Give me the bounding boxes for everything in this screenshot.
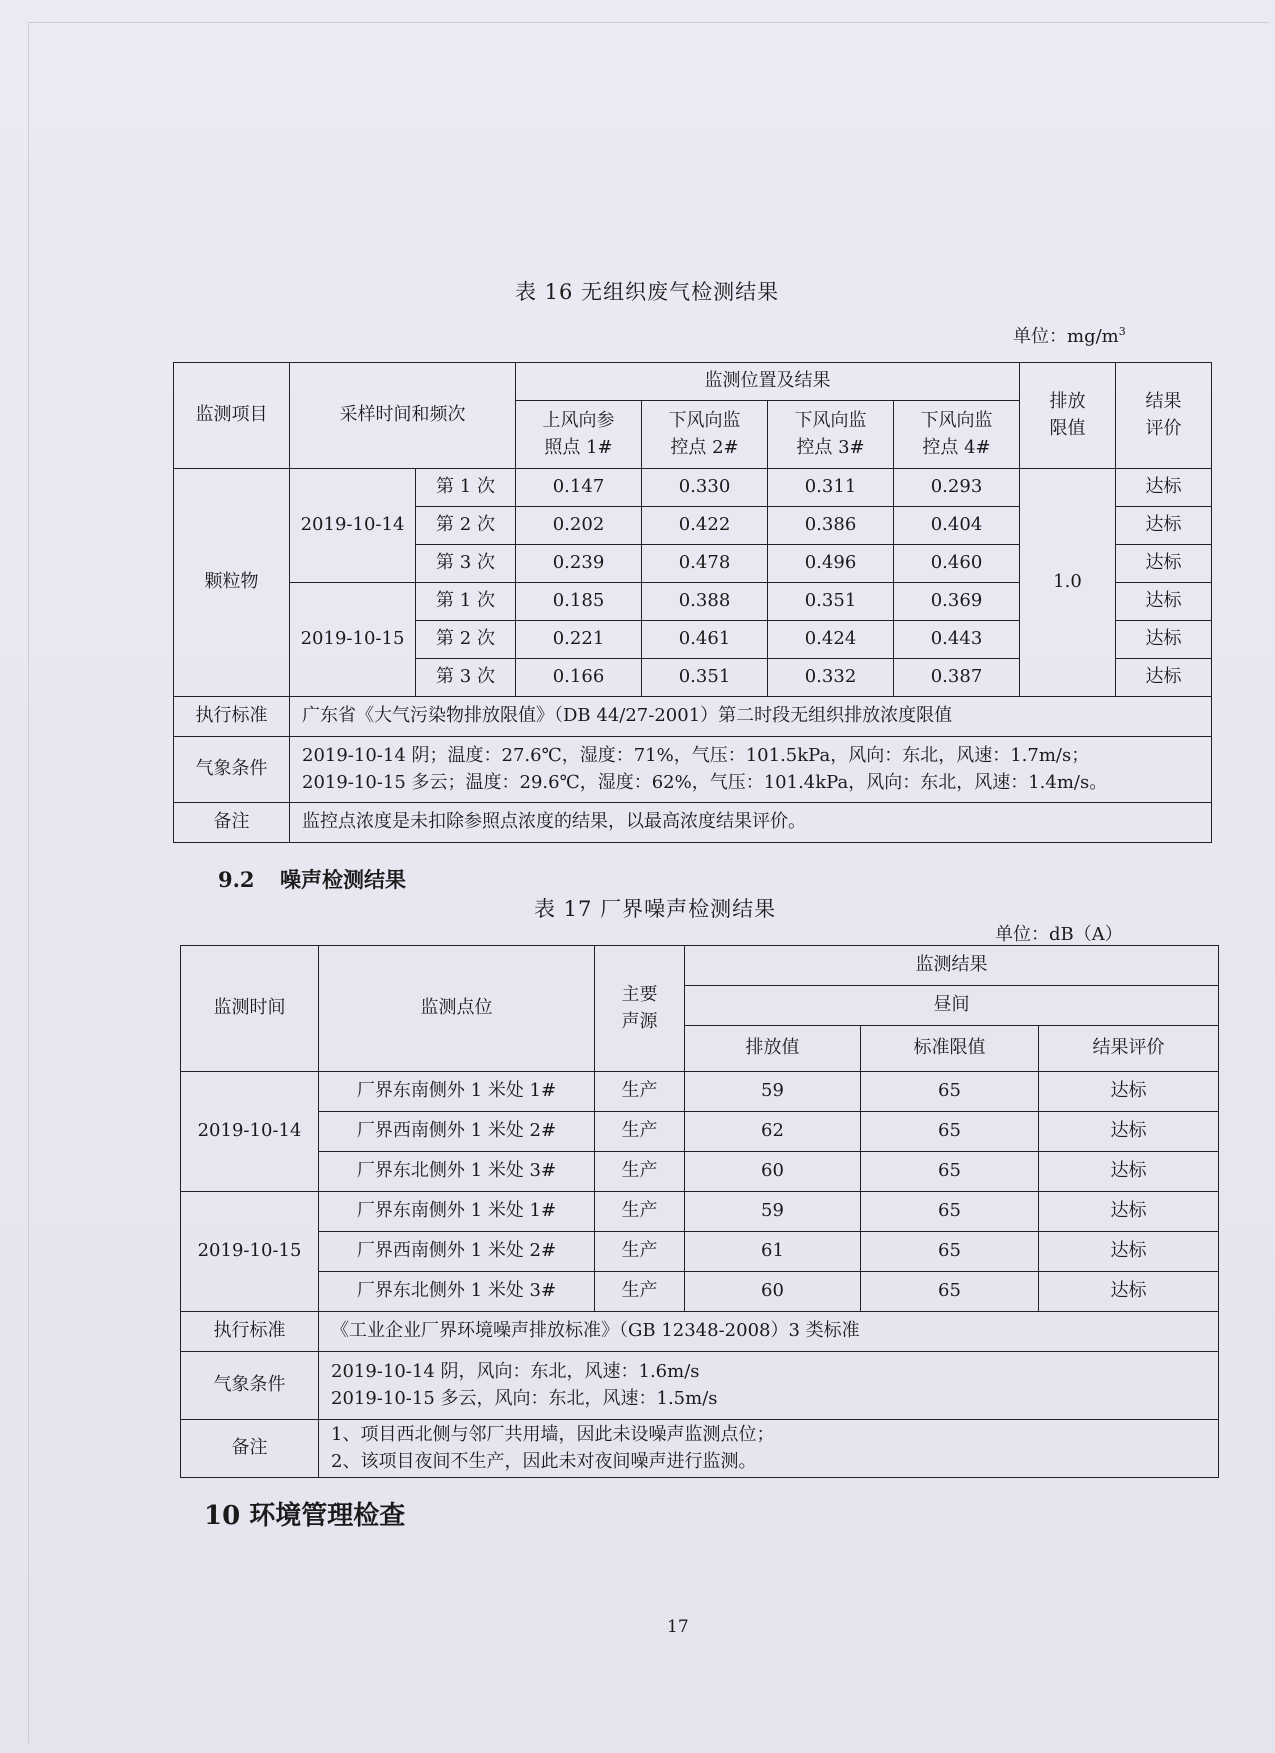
freq-cell: 第 1 次 <box>416 469 516 507</box>
eval-cell: 达标 <box>1039 1112 1219 1152</box>
section-title: 噪声检测结果 <box>280 867 406 892</box>
limit-cell: 65 <box>861 1232 1039 1272</box>
th-point4: 下风向监控点 4# <box>894 401 1020 469</box>
limit-cell: 65 <box>861 1112 1039 1152</box>
source-cell: 生产 <box>595 1232 685 1272</box>
value-cell: 60 <box>685 1152 861 1192</box>
th-limit: 标准限值 <box>861 1026 1039 1072</box>
point-cell: 厂界东北侧外 1 米处 3# <box>319 1152 595 1192</box>
table17 <box>180 945 1219 1478</box>
page-number: 17 <box>667 1617 689 1637</box>
value-cell: 0.388 <box>642 583 768 621</box>
weather-line: 2019-10-15 多云，风向：东北，风速：1.5m/s <box>331 1387 718 1409</box>
point-cell: 厂界东南侧外 1 米处 1# <box>319 1192 595 1232</box>
value-cell: 0.293 <box>894 469 1020 507</box>
value-cell: 59 <box>685 1192 861 1232</box>
eval-cell: 达标 <box>1116 583 1212 621</box>
section-heading-9-2 <box>218 864 406 894</box>
eval-cell: 达标 <box>1116 659 1212 697</box>
value-cell: 0.461 <box>642 621 768 659</box>
value-cell: 0.330 <box>642 469 768 507</box>
weather-text <box>319 1352 1219 1420</box>
value-cell: 62 <box>685 1112 861 1152</box>
freq-cell: 第 3 次 <box>416 659 516 697</box>
remark-text: 监控点浓度是未扣除参照点浓度的结果，以最高浓度结果评价。 <box>290 803 1212 843</box>
th-item: 监测项目 <box>174 363 290 469</box>
value-cell: 0.351 <box>768 583 894 621</box>
th-time: 监测时间 <box>181 946 319 1072</box>
remark-line: 2、该项目夜间不生产，因此未对夜间噪声进行监测。 <box>331 1450 757 1472</box>
value-cell: 0.351 <box>642 659 768 697</box>
weather-label: 气象条件 <box>181 1352 319 1420</box>
weather-label: 气象条件 <box>174 737 290 803</box>
table-row <box>181 1072 1219 1112</box>
limit-cell: 65 <box>861 1072 1039 1112</box>
eval-cell: 达标 <box>1116 621 1212 659</box>
value-cell: 0.221 <box>516 621 642 659</box>
table-row <box>181 1272 1219 1312</box>
eval-cell: 达标 <box>1039 1232 1219 1272</box>
value-cell: 0.443 <box>894 621 1020 659</box>
th-point2: 下风向监控点 2# <box>642 401 768 469</box>
point-cell: 厂界西南侧外 1 米处 2# <box>319 1112 595 1152</box>
eval-cell: 达标 <box>1116 469 1212 507</box>
table16-unit-text: 单位：mg/m <box>1013 326 1119 347</box>
table17-caption: 表 17 厂界噪声检测结果 <box>534 897 777 921</box>
table-row <box>174 469 1212 507</box>
th-point: 监测点位 <box>319 946 595 1072</box>
value-cell: 0.387 <box>894 659 1020 697</box>
standard-text: 广东省《大气污染物排放限值》（DB 44/27-2001）第二时段无组织排放浓度限值 <box>290 697 1212 737</box>
weather-line: 2019-10-15 多云；温度：29.6℃，湿度：62%，气压：101.4kPa，风向：东北，风速：1.4m/s。 <box>302 771 1108 793</box>
eval-cell: 达标 <box>1039 1192 1219 1232</box>
eval-cell: 达标 <box>1116 507 1212 545</box>
table16-unit <box>1013 322 1126 348</box>
remark-label: 备注 <box>181 1420 319 1478</box>
standard-text: 《工业企业厂界环境噪声排放标准》（GB 12348-2008）3 类标准 <box>319 1312 1219 1352</box>
th-evaluation: 结果评价 <box>1039 1026 1219 1072</box>
table-row <box>181 1152 1219 1192</box>
remark-label: 备注 <box>174 803 290 843</box>
value-cell: 0.147 <box>516 469 642 507</box>
value-cell: 0.332 <box>768 659 894 697</box>
section-heading-10: 10 环境管理检查 <box>204 1501 406 1531</box>
source-cell: 生产 <box>595 1272 685 1312</box>
table-row <box>181 1232 1219 1272</box>
limit-cell: 65 <box>861 1192 1039 1232</box>
date-cell: 2019-10-14 <box>290 469 416 583</box>
date-cell: 2019-10-14 <box>181 1072 319 1192</box>
eval-cell: 达标 <box>1039 1072 1219 1112</box>
remark-text <box>319 1420 1219 1478</box>
th-point1: 上风向参照点 1# <box>516 401 642 469</box>
date-cell: 2019-10-15 <box>181 1192 319 1312</box>
section-number: 9.2 <box>218 867 255 892</box>
th-result: 监测结果 <box>685 946 1219 986</box>
remark-line: 1、项目西北侧与邻厂共用墙，因此未设噪声监测点位； <box>331 1424 775 1446</box>
eval-cell: 达标 <box>1039 1152 1219 1192</box>
limit-value: 1.0 <box>1020 469 1116 697</box>
freq-cell: 第 2 次 <box>416 507 516 545</box>
th-time-freq: 采样时间和频次 <box>290 363 516 469</box>
value-cell: 61 <box>685 1232 861 1272</box>
value-cell: 0.166 <box>516 659 642 697</box>
eval-cell: 达标 <box>1116 545 1212 583</box>
eval-cell: 达标 <box>1039 1272 1219 1312</box>
point-cell: 厂界东南侧外 1 米处 1# <box>319 1072 595 1112</box>
value-cell: 60 <box>685 1272 861 1312</box>
value-cell: 0.424 <box>768 621 894 659</box>
standard-label: 执行标准 <box>181 1312 319 1352</box>
limit-cell: 65 <box>861 1152 1039 1192</box>
freq-cell: 第 2 次 <box>416 621 516 659</box>
table17-unit: 单位：dB（A） <box>995 924 1123 945</box>
table16-caption: 表 16 无组织废气检测结果 <box>515 280 780 304</box>
date-cell: 2019-10-15 <box>290 583 416 697</box>
item-name: 颗粒物 <box>174 469 290 697</box>
weather-text <box>290 737 1212 803</box>
freq-cell: 第 3 次 <box>416 545 516 583</box>
th-daytime: 昼间 <box>685 986 1219 1026</box>
table-row <box>181 1112 1219 1152</box>
freq-cell: 第 1 次 <box>416 583 516 621</box>
th-value: 排放值 <box>685 1026 861 1072</box>
value-cell: 0.239 <box>516 545 642 583</box>
value-cell: 0.202 <box>516 507 642 545</box>
th-evaluation: 结果评价 <box>1116 363 1212 469</box>
value-cell: 0.386 <box>768 507 894 545</box>
table-row <box>181 1192 1219 1232</box>
th-limit: 排放限值 <box>1020 363 1116 469</box>
point-cell: 厂界西南侧外 1 米处 2# <box>319 1232 595 1272</box>
value-cell: 0.478 <box>642 545 768 583</box>
weather-line: 2019-10-14 阴，风向：东北，风速：1.6m/s <box>331 1361 700 1383</box>
source-cell: 生产 <box>595 1192 685 1232</box>
standard-label: 执行标准 <box>174 697 290 737</box>
value-cell: 0.422 <box>642 507 768 545</box>
th-position-result: 监测位置及结果 <box>516 363 1020 401</box>
value-cell: 0.185 <box>516 583 642 621</box>
table16 <box>173 362 1212 843</box>
limit-cell: 65 <box>861 1272 1039 1312</box>
source-cell: 生产 <box>595 1152 685 1192</box>
value-cell: 0.311 <box>768 469 894 507</box>
source-cell: 生产 <box>595 1072 685 1112</box>
point-cell: 厂界东北侧外 1 米处 3# <box>319 1272 595 1312</box>
value-cell: 0.496 <box>768 545 894 583</box>
weather-line: 2019-10-14 阴；温度：27.6℃，湿度：71%，气压：101.5kPa，风向：东北，风速：1.7m/s； <box>302 745 1090 767</box>
th-point3: 下风向监控点 3# <box>768 401 894 469</box>
value-cell: 0.460 <box>894 545 1020 583</box>
table16-unit-sup: 3 <box>1118 325 1126 338</box>
th-source: 主要声源 <box>595 946 685 1072</box>
value-cell: 59 <box>685 1072 861 1112</box>
value-cell: 0.369 <box>894 583 1020 621</box>
value-cell: 0.404 <box>894 507 1020 545</box>
source-cell: 生产 <box>595 1112 685 1152</box>
